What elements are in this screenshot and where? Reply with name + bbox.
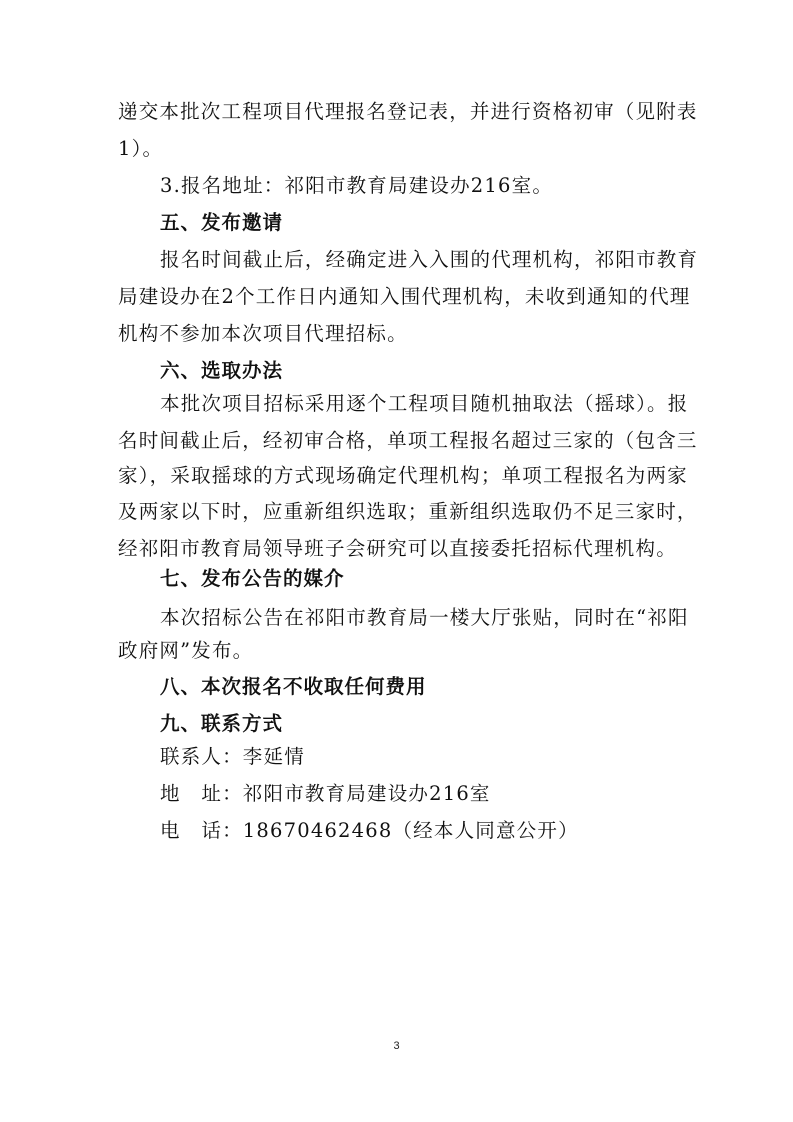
paragraph-line: 政府网”发布。	[118, 639, 254, 662]
paragraph-line: 名时间截止后，经初审合格，单项工程报名超过三家的（包含三	[118, 429, 698, 452]
contact-person: 联系人：李延情	[160, 745, 305, 768]
contact-address: 地 址：祁阳市教育局建设办216室	[160, 782, 491, 805]
paragraph-line: 报名时间截止后，经确定进入入围的代理机构，祁阳市教育	[160, 248, 699, 271]
address-line: 3.报名地址：祁阳市教育局建设办216室。	[160, 174, 554, 197]
paragraph-line: 家），采取摇球的方式现场确定代理机构；单项工程报名为两家	[118, 464, 688, 487]
section-heading-6: 六、选取办法	[160, 359, 284, 382]
section-heading-9: 九、联系方式	[160, 712, 284, 735]
section-heading-5: 五、发布邀请	[160, 211, 284, 234]
section-heading-7: 七、发布公告的媒介	[160, 567, 345, 590]
page-number: 3	[393, 1040, 400, 1052]
paragraph-line: 本批次项目招标采用逐个工程项目随机抽取法（摇球）。报	[160, 392, 689, 415]
paragraph-line: 本次招标公告在祁阳市教育局一楼大厅张贴，同时在“祁阳	[160, 606, 689, 629]
paragraph-line: 及两家以下时，应重新组织选取；重新组织选取仍不足三家时，	[118, 500, 698, 523]
section-heading-8: 八、本次报名不收取任何费用	[160, 675, 427, 698]
contact-phone: 电 话：18670462468（经本人同意公开）	[160, 819, 579, 842]
paragraph-line: 1）。	[118, 137, 164, 160]
paragraph-line: 经祁阳市教育局领导班子会研究可以直接委托招标代理机构。	[118, 537, 677, 560]
paragraph-line: 局建设办在2个工作日内通知入围代理机构，未收到通知的代理	[118, 285, 691, 308]
paragraph-line: 机构不参加本次项目代理招标。	[118, 322, 408, 345]
paragraph-line: 递交本批次工程项目代理报名登记表，并进行资格初审（见附表	[118, 100, 698, 123]
